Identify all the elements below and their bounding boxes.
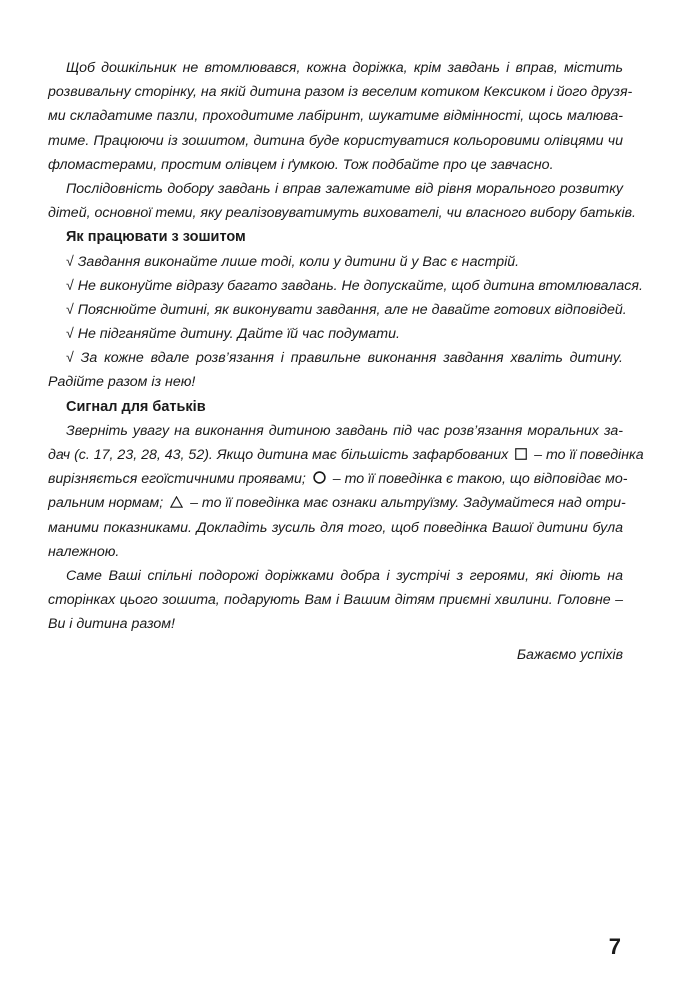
signal-paragraph (48, 419, 644, 564)
text-line: Зверніть увагу на виконання дитиною завдань під час розв’язання моральних за- (66, 422, 623, 439)
square-icon (515, 444, 527, 468)
text-segment: – то її поведінка є такою, що відповідає мо- (332, 471, 628, 488)
list-item: √ Завдання виконайте лише тоді, коли у дитини й у Вас є настрій. (66, 253, 520, 270)
page-content (48, 56, 644, 667)
intro-paragraph-2 (48, 177, 636, 225)
text-line: Щоб дошкільник не втомлювався, кожна доріжка, крім завдань і вправ, містить (66, 60, 623, 76)
list-item: √ За кожне вдале розв’язання і правильне виконання завдання хваліть дитину. (66, 350, 623, 367)
text-line: Саме Ваші спільні подорожі доріжками добра і зустрічі з героями, які діють на (66, 567, 623, 584)
text-line (48, 491, 626, 515)
text-line: маними показниками. Докладіть зусиль для того, щоб поведінка Вашої дитини була (48, 519, 623, 536)
text-line: Послідовність добору завдань і вправ залежатиме від рівня морального розвитку (66, 180, 623, 197)
list-item: √ Не виконуйте відразу багато завдань. Не допускайте, щоб дитина втомлювалася. (66, 277, 643, 294)
text-line: ми складатиме пазли, проходитиме лабіринт, шукатиме відмінності, щось малюва- (48, 108, 623, 125)
list-item-continuation: Радійте разом із нею! (48, 374, 196, 391)
text-segment: – то її поведінка має ознаки альтруїзму. Задумайтеся над отри- (190, 495, 626, 512)
text-line (48, 443, 644, 467)
text-line: Ви і дитина разом! (48, 616, 175, 633)
closing-paragraph (48, 564, 623, 637)
circle-icon (313, 468, 326, 492)
text-line: розвивальну сторінку, на якій дитина разом із веселим котиком Кексиком і його друзя- (48, 84, 633, 101)
how-to-list (48, 250, 643, 395)
text-line: дітей, основної теми, яку реалізовуватимуть вихователі, чи власного вибору батьків. (48, 205, 636, 222)
text-segment: ральним нормам; (48, 495, 164, 512)
signature: Бажаємо успіхів (516, 646, 623, 663)
text-line: належною. (48, 543, 120, 560)
text-segment: вирізняється егоїстичними проявами; (48, 471, 306, 488)
list-item: √ Не підганяйте дитину. Дайте їй час подумати. (66, 326, 400, 343)
text-line (48, 467, 628, 491)
triangle-icon (170, 492, 183, 516)
signal-heading: Сигнал для батьків (66, 398, 206, 415)
how-to-heading: Як працювати з зошитом (66, 229, 246, 246)
page-number: 7 (608, 934, 621, 959)
text-line: фломастерами, простим олівцем і ґумкою. Тож подбайте про це завчасно. (48, 156, 554, 173)
text-line: сторінках цього зошита, подарують Вам і Вашим дітям приємні хвилини. Головне – (48, 592, 623, 609)
list-item: √ Пояснюйте дитині, як виконувати завдання, але не давайте готових відповідей. (66, 301, 627, 318)
intro-paragraph-1 (48, 56, 633, 177)
text-segment: – то її поведінка (534, 447, 644, 463)
text-line: тиме. Працюючи із зошитом, дитина буде користуватися кольоровими олівцями чи (48, 132, 623, 149)
text-segment: дач (с. 17, 23, 28, 43, 52). Якщо дитина має більшість зафарбованих (48, 447, 509, 463)
